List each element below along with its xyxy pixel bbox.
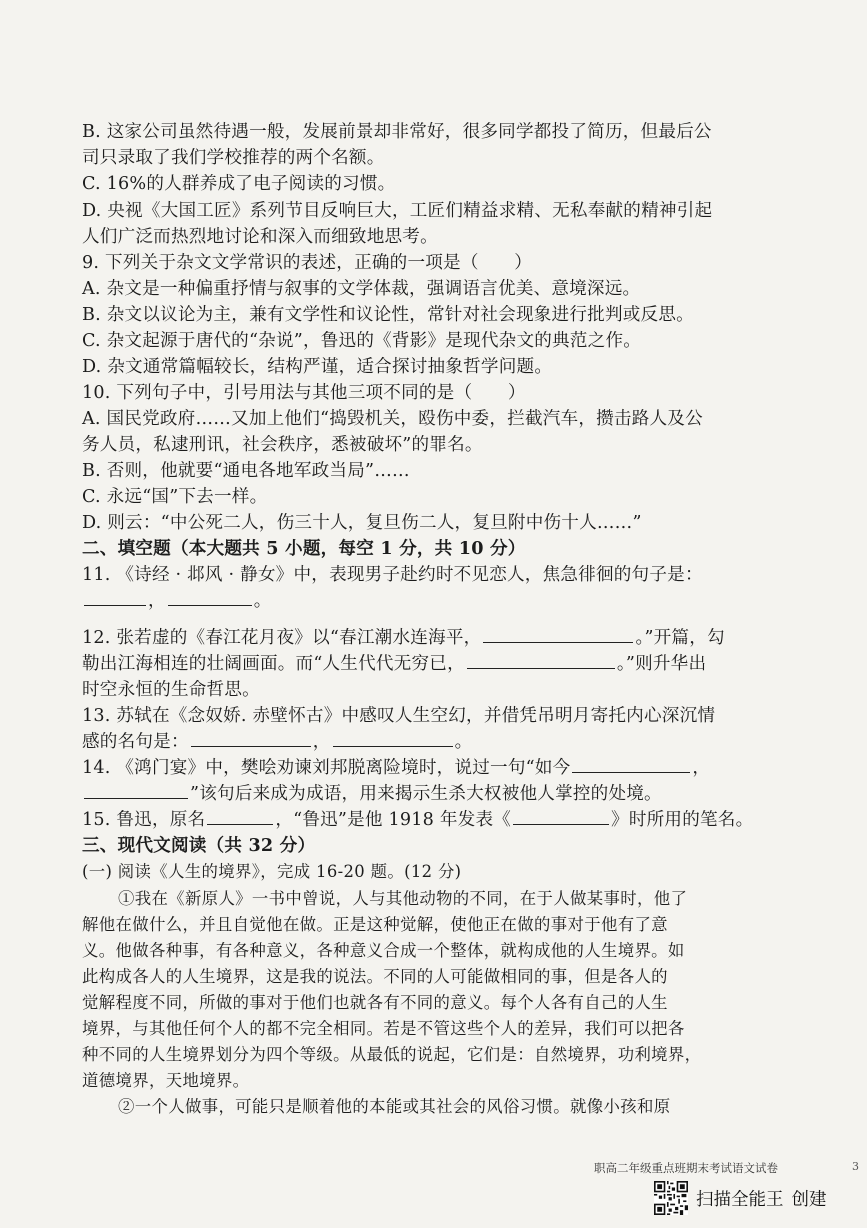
answer-blank[interactable]	[572, 756, 690, 773]
option-8d-line-2: 人们广泛而热烈地讨论和深入而细致地思考。	[82, 227, 438, 247]
question-12-line-3: 时空永恒的生命哲思。	[82, 680, 260, 700]
option-8b-line-1: B. 这家公司虽然待遇一般，发展前景却非常好，很多同学都投了简历，但最后公	[82, 122, 712, 142]
passage-paragraph-1-line-5: 觉解程度不同，所做的事对于他们也就各有不同的意义。每个人各有自己的人生	[82, 993, 668, 1012]
passage-paragraph-1-line-4: 此构成各人的人生境界，这是我的说法。不同的人可能做相同的事，但是各人的	[82, 967, 668, 986]
option-9c: C. 杂文起源于唐代的“杂说”，鲁迅的《背影》是现代杂文的典范之作。	[82, 331, 642, 351]
option-10a-line-2: 务人员，私逮刑讯，社会秩序，悉被破坏”的罪名。	[82, 435, 483, 455]
section-2-heading: 二、填空题（本大题共 5 小题，每空 1 分，共 10 分）	[82, 538, 526, 559]
answer-blank[interactable]	[467, 652, 615, 669]
question-11-answer-line: ， 。	[82, 589, 272, 613]
option-8b-line-2: 司只录取了我们学校推荐的两个名额。	[82, 148, 385, 168]
answer-blank[interactable]	[191, 730, 311, 747]
answer-blank[interactable]	[483, 626, 633, 643]
option-8c: C. 16%的人群养成了电子阅读的习惯。	[82, 174, 396, 194]
question-9-stem: 9. 下列关于杂文文学常识的表述，正确的一项是（ ）	[82, 253, 533, 273]
page-number: 3	[852, 1160, 859, 1173]
question-15-text-end: 》时所用的笔名。	[611, 810, 754, 830]
option-10c: C. 永远“国”下去一样。	[82, 487, 268, 507]
answer-blank[interactable]	[84, 589, 146, 606]
question-13-text-end: 。	[454, 732, 473, 752]
question-12-text-end: 。”开篇，勾	[635, 628, 725, 648]
qr-code-icon	[654, 1181, 688, 1215]
option-9b: B. 杂文以议论为主，兼有文学性和议论性，常针对社会现象进行批判或反思。	[82, 305, 694, 325]
question-14-text: 14. 《鸿门宴》中，樊哙劝谏刘邦脱离险境时，说过一句“如今	[82, 758, 571, 778]
question-11-stem: 11. 《诗经 · 邶风 · 静女》中，表现男子赴约时不见恋人，焦急徘徊的句子是：	[82, 565, 703, 585]
question-14-text: ”该句后来成为成语，用来揭示生杀大权被他人掌控的处境。	[190, 784, 662, 804]
question-12-line-1	[82, 626, 725, 650]
question-14-line-1	[82, 756, 710, 780]
question-12-text: 勒出江海相连的壮阔画面。而“人生代代无穷已，	[82, 654, 465, 674]
watermark-app-name: 扫描全能王	[696, 1189, 784, 1210]
question-13-text: 感的名句是：	[82, 732, 189, 752]
option-9d: D. 杂文通常篇幅较长，结构严谨，适合探讨抽象哲学问题。	[82, 357, 553, 377]
option-8d-line-1: D. 央视《大国工匠》系列节目反响巨大，工匠们精益求精、无私奉献的精神引起	[82, 201, 713, 221]
passage-paragraph-1-line-3: 义。他做各种事，有各种意义，各种意义合成一个整体，就构成他的人生境界。如	[82, 941, 685, 960]
section-3-heading: 三、现代文阅读（共 32 分）	[82, 835, 316, 856]
option-10a-line-1: A. 国民党政府……又加上他们“捣毁机关，殴伤中委，拦截汽车，攒击路人及公	[82, 409, 703, 429]
question-13-line-1: 13. 苏轼在《念奴娇. 赤壁怀古》中感叹人生空幻，并借凭吊明月寄托内心深沉情	[82, 706, 716, 726]
answer-blank[interactable]	[168, 589, 252, 606]
question-14-text-end: ，	[692, 758, 711, 778]
passage-paragraph-2-line-1: ②一个人做事，可能只是顺着他的本能或其社会的风俗习惯。就像小孩和原	[118, 1097, 671, 1116]
option-9a: A. 杂文是一种偏重抒情与叙事的文学体裁，强调语言优美、意境深远。	[82, 279, 641, 299]
question-10-stem: 10. 下列句子中，引号用法与其他三项不同的是（ ）	[82, 383, 526, 403]
question-15-text: 15. 鲁迅，原名	[82, 810, 206, 830]
question-14-line-2	[82, 782, 662, 806]
exam-title-footer: 职高二年级重点班期末考试语文试卷	[594, 1161, 778, 1175]
option-10b: B. 否则，他就要“通电各地军政当局”……	[82, 461, 410, 481]
scanner-watermark	[654, 1183, 827, 1213]
answer-blank[interactable]	[333, 730, 453, 747]
reading-1-intro: (一) 阅读《人生的境界》，完成 16-20 题。(12 分)	[82, 862, 462, 881]
answer-blank[interactable]	[207, 808, 273, 825]
option-10d: D. 则云：“中公死二人，伤三十人，复旦伤二人，复旦附中伤十人……”	[82, 513, 642, 533]
question-12-text-end: 。”则升华出	[616, 654, 707, 674]
passage-paragraph-1-line-6: 境界，与其他任何个人的都不完全相同。若是不管这些个人的差异，我们可以把各	[82, 1019, 685, 1038]
line-end-text: 。	[253, 591, 272, 611]
question-12-text: 12. 张若虚的《春江花月夜》以“春江潮水连海平，	[82, 628, 482, 648]
question-13-line-2: 感的名句是： ， 。	[82, 732, 473, 752]
question-12-line-2	[82, 652, 706, 676]
passage-paragraph-1-line-7: 种不同的人生境界划分为四个等级。从最低的说起，它们是：自然境界，功利境界，	[82, 1045, 702, 1064]
passage-paragraph-1-line-1: ①我在《新原人》一书中曾说，人与其他动物的不同，在于人做某事时，他了	[118, 889, 688, 908]
answer-blank[interactable]	[513, 808, 609, 825]
question-15	[82, 808, 753, 832]
watermark-action: 创建	[791, 1189, 827, 1210]
answer-blank[interactable]	[84, 782, 188, 799]
question-15-text: ，“鲁迅”是他 1918 年发表《	[275, 810, 512, 830]
passage-paragraph-1-line-2: 解他在做什么，并且自觉他在做。正是这种觉解，使他正在做的事对于他有了意	[82, 915, 668, 934]
passage-paragraph-1-line-8: 道德境界，天地境界。	[82, 1071, 250, 1090]
